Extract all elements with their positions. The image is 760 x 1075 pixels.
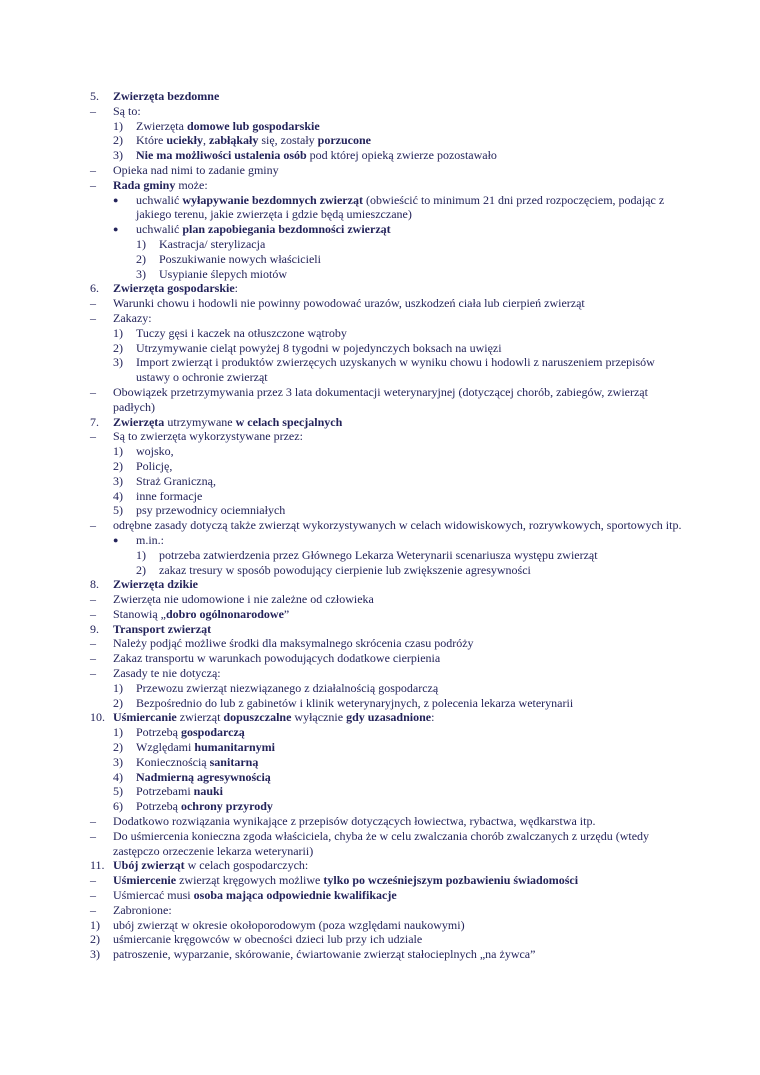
bold-text: Zwierzęta bezdomne (113, 89, 220, 103)
list-item-text (113, 178, 690, 193)
text-run: zakaz tresury w sposób powodujący cierpienie lub zwiększenie agresywności (159, 562, 531, 577)
list-item-text (136, 696, 690, 711)
list-item-text (136, 799, 690, 814)
number-marker: 2) (113, 133, 123, 148)
list-item-text (113, 814, 690, 829)
number-marker: 4) (113, 488, 123, 503)
list-item (90, 784, 690, 799)
bold-text: Zwierzęta gospodarskie (113, 281, 235, 296)
list-item (90, 222, 690, 237)
text-run: wojsko, (136, 444, 174, 459)
text-run: Zwierzęta (136, 118, 187, 133)
number-marker: 1) (90, 917, 100, 932)
list-item-text (136, 341, 690, 356)
list-item-text (113, 651, 690, 666)
text-run: Straż Graniczną, (136, 473, 216, 488)
list-item (90, 311, 690, 326)
text-run: Zakazy: (113, 310, 152, 325)
list-item-text (113, 636, 690, 651)
number-marker: 1) (113, 444, 123, 459)
list-item-text (113, 104, 690, 119)
list-item-text (113, 592, 690, 607)
number-marker: 2) (113, 740, 123, 755)
number-marker: 2) (90, 932, 100, 947)
text-run: zwierząt kręgowych możliwe (176, 873, 324, 888)
number-marker: 3) (113, 473, 123, 488)
dash-marker: – (90, 384, 96, 399)
number-marker: 3) (136, 266, 146, 281)
text-run: Opieka nad nimi to zadanie gminy (113, 162, 279, 177)
bullet-marker: ● (113, 534, 119, 545)
list-item-text (136, 681, 690, 696)
list-item (90, 429, 690, 444)
dash-marker: – (90, 429, 96, 444)
list-item-text (113, 311, 690, 326)
dash-marker: – (90, 162, 96, 177)
number-marker: 8. (90, 577, 99, 592)
bold-text: porzucone (317, 133, 371, 148)
list-item-text (113, 710, 690, 725)
list-item (90, 474, 690, 489)
number-marker: 9. (90, 621, 99, 636)
bold-text: w celach specjalnych (235, 414, 343, 429)
list-item-text (136, 133, 690, 148)
bold-text: tylko po wcześniejszym pozbawieniu świadomości (323, 873, 579, 888)
list-item (90, 296, 690, 311)
text-run: ” (283, 606, 290, 621)
text-run: w celach gospodarczych: (184, 858, 309, 873)
list-item (90, 903, 690, 918)
bold-text: domowe lub gospodarskie (186, 118, 320, 133)
text-run: Zabronione: (113, 902, 172, 917)
list-item (90, 932, 690, 947)
number-marker: 4) (113, 769, 123, 784)
list-item (90, 563, 690, 578)
dash-marker: – (90, 651, 96, 666)
bold-text: gospodarczą (180, 725, 245, 740)
text-run: utrzymywane (164, 414, 236, 429)
section-heading (90, 89, 690, 104)
text-run: może: (175, 177, 208, 192)
text-run: Względami (136, 740, 195, 755)
list-item-text (136, 326, 690, 341)
text-run: inne formacje (136, 488, 203, 503)
bold-text: Uśmiercanie (113, 710, 177, 725)
text-run: Zakaz transportu w warunkach powodujących dodatkowe cierpienia (113, 651, 441, 666)
list-item (90, 770, 690, 785)
bold-text: humanitarnymi (194, 740, 275, 755)
text-run: Do uśmiercenia konieczna zgoda właściciela, chyba że w celu zwalczania chorób zwalczanych z urzędu (wtedy zastępczo orzeczenie lekarza weterynarii) (113, 828, 650, 858)
list-item-text (113, 829, 690, 859)
list-item (90, 148, 690, 163)
list-item-text (159, 267, 690, 282)
text-run: Policję, (136, 458, 173, 473)
list-item-text (113, 888, 690, 903)
dash-marker: – (90, 296, 96, 311)
list-item (90, 755, 690, 770)
bold-text: wyłapywanie bezdomnych zwierząt (182, 192, 363, 207)
text-run: Przewozu zwierząt niezwiązanego z działalnością gospodarczą (136, 680, 439, 695)
list-item (90, 666, 690, 681)
number-marker: 7. (90, 414, 99, 429)
bold-text: gdy uzasadnione (346, 710, 432, 725)
list-item (90, 947, 690, 962)
list-item-text (159, 548, 690, 563)
list-item-text (136, 148, 690, 163)
text-run: : (234, 281, 238, 296)
list-item (90, 326, 690, 341)
number-marker: 3) (113, 148, 123, 163)
list-item-text (136, 119, 690, 134)
dash-marker: – (90, 873, 96, 888)
number-marker: 5. (90, 89, 99, 103)
list-item (90, 459, 690, 474)
list-item-text (113, 873, 690, 888)
text-run: patroszenie, wyparzanie, skórowanie, ćwiartowanie zwierząt stałocieplnych „na żywca” (113, 947, 536, 962)
bullet-marker: ● (113, 194, 119, 205)
text-run: zwierząt (176, 710, 224, 725)
list-item-text (136, 533, 690, 548)
text-run: potrzeba zatwierdzenia przez Głównego Lekarza Weterynarii scenariusza występu zwierząt (159, 547, 598, 562)
list-item (90, 888, 690, 903)
list-item (90, 503, 690, 518)
number-marker: 6. (90, 281, 99, 296)
list-item (90, 355, 690, 385)
text-run: Potrzebą (136, 799, 181, 814)
list-item (90, 607, 690, 622)
text-run: się, zostały (258, 133, 318, 148)
list-item-text (136, 193, 690, 223)
text-run: Które (136, 133, 167, 148)
bold-text: dopuszczalne (223, 710, 292, 725)
list-item (90, 252, 690, 267)
list-item-text (136, 459, 690, 474)
text-run: Dodatkowo rozwiązania wynikające z przepisów dotyczących łowiectwa, rybactwa, wędkarstwa itp. (113, 814, 596, 829)
list-item (90, 133, 690, 148)
bold-text: nauki (193, 784, 224, 799)
text-run: Poszukiwanie nowych właścicieli (159, 251, 321, 266)
bold-text: Transport zwierząt (113, 621, 212, 636)
list-item (90, 178, 690, 193)
list-item-text (113, 947, 690, 962)
list-item-text (113, 858, 690, 873)
list-item-text (113, 666, 690, 681)
dash-marker: – (90, 310, 96, 325)
dash-marker: – (90, 814, 96, 829)
list-item (90, 740, 690, 755)
list-item (90, 385, 690, 415)
list-item-text (136, 503, 690, 518)
list-item (90, 193, 690, 223)
bold-text: Zwierzęta dzikie (113, 577, 198, 592)
list-item-text (136, 355, 690, 385)
list-item (90, 829, 690, 859)
list-item (90, 636, 690, 651)
section-heading (90, 622, 690, 637)
list-item (90, 163, 690, 178)
number-marker: 6) (113, 799, 123, 814)
number-marker: 2) (113, 458, 123, 473)
number-marker: 1) (136, 547, 146, 562)
section-heading (90, 281, 690, 296)
text-run: uchwalić (136, 192, 183, 207)
list-item (90, 104, 690, 119)
bold-text: Nadmierną agresywnością (136, 769, 271, 784)
number-marker: 11. (90, 858, 105, 873)
list-item (90, 444, 690, 459)
bold-text: uciekły (166, 133, 203, 148)
bold-text: Ubój zwierząt (113, 858, 185, 873)
list-item (90, 814, 690, 829)
list-item (90, 341, 690, 356)
list-item-text (113, 577, 690, 592)
text-run: pod której opieką zwierze pozostawało (306, 148, 497, 163)
list-item-text (113, 296, 690, 311)
dash-marker: – (90, 592, 96, 607)
bold-text: osoba mająca odpowiednie kwalifikacje (193, 888, 397, 903)
text-run: Utrzymywanie cieląt powyżej 8 tygodni w pojedynczych boksach na uwięzi (136, 340, 502, 355)
number-marker: 5) (113, 503, 123, 518)
list-item (90, 267, 690, 282)
list-item-text (113, 163, 690, 178)
list-item-text (136, 740, 690, 755)
list-item-text (136, 770, 690, 785)
list-item-text (113, 607, 690, 622)
list-item (90, 799, 690, 814)
list-item-text (136, 444, 690, 459)
text-run: m.in.: (136, 532, 165, 547)
text-run: Uśmiercać musi (113, 888, 194, 903)
list-item-text (113, 518, 690, 533)
number-marker: 3) (113, 355, 123, 370)
list-item (90, 918, 690, 933)
bold-text: Zwierzęta (113, 414, 165, 429)
list-item (90, 681, 690, 696)
section-heading (90, 858, 690, 873)
list-item-text (113, 903, 690, 918)
list-item-text (113, 89, 690, 104)
list-item-text (113, 281, 690, 296)
bold-text: dobro ogólnonarodowe (166, 606, 284, 621)
list-item (90, 119, 690, 134)
list-item-text (113, 932, 690, 947)
text-run: Potrzebami (136, 784, 194, 799)
text-run: uśmiercanie kręgowców w obecności dzieci lub przy ich udziale (113, 932, 423, 947)
number-marker: 3) (90, 947, 100, 962)
dash-marker: – (90, 177, 96, 192)
list-item-text (159, 563, 690, 578)
text-run: , (203, 133, 209, 148)
list-item-text (159, 237, 690, 252)
dash-marker: – (90, 888, 96, 903)
number-marker: 10. (90, 710, 105, 725)
number-marker: 2) (113, 695, 123, 710)
text-run: psy przewodnicy ociemniałych (136, 503, 286, 518)
text-run: Kastracja/ sterylizacja (159, 236, 266, 251)
list-item (90, 651, 690, 666)
number-marker: 3) (113, 754, 123, 769)
list-item-text (113, 918, 690, 933)
list-item-text (136, 725, 690, 740)
list-item (90, 873, 690, 888)
number-marker: 1) (113, 725, 123, 740)
list-item (90, 696, 690, 711)
bullet-marker: ● (113, 224, 119, 235)
text-run: Koniecznością (136, 754, 210, 769)
list-item-text (113, 385, 690, 415)
text-run: Należy podjąć możliwe środki dla maksymalnego skrócenia czasu podróży (113, 636, 474, 651)
text-run: Są to: (113, 103, 141, 118)
list-item-text (136, 784, 690, 799)
text-run: Tuczy gęsi i kaczek na otłuszczone wątroby (136, 325, 347, 340)
dash-marker: – (90, 606, 96, 621)
number-marker: 1) (113, 118, 123, 133)
bold-text: ochrony przyrody (180, 799, 273, 814)
text-run: Usypianie ślepych miotów (159, 266, 287, 281)
list-item (90, 592, 690, 607)
number-marker: 1) (113, 680, 123, 695)
list-item (90, 489, 690, 504)
text-run: (obwieścić to minimum 21 dni przed rozpoczęciem, podając z jakiego terenu, jakie zwierzęta i gdzie będą umieszczane) (136, 192, 665, 222)
list-item-text (136, 474, 690, 489)
text-run: Warunki chowu i hodowli nie powinny powodować urazów, uszkodzeń ciała lub cierpień zwierząt (113, 296, 585, 311)
number-marker: 5) (113, 784, 123, 799)
text-run: uchwalić (136, 222, 183, 237)
list-item (90, 518, 690, 533)
bold-text: Uśmiercenie (113, 873, 177, 888)
list-item-text (136, 222, 690, 237)
bold-text: zabłąkały (209, 133, 259, 148)
list-item-text (136, 755, 690, 770)
list-item-text (113, 429, 690, 444)
dash-marker: – (90, 636, 96, 651)
text-run: Obowiązek przetrzymywania przez 3 lata dokumentacji weterynaryjnej (dotyczącej chorób, zabiegów, zwierząt padłych) (113, 384, 648, 414)
bold-text: Nie ma możliwości ustalenia osób (136, 148, 307, 163)
number-marker: 1) (136, 236, 146, 251)
dash-marker: – (90, 103, 96, 118)
list-item (90, 725, 690, 740)
number-marker: 2) (136, 251, 146, 266)
list-item-text (159, 252, 690, 267)
section-heading (90, 415, 690, 430)
bold-text: sanitarną (209, 754, 259, 769)
text-run: odrębne zasady dotyczą także zwierząt wykorzystywanych w celach widowiskowych, rozrywkowych, sportowych itp. (113, 518, 682, 533)
text-run: Stanowią „ (113, 606, 166, 621)
section-heading (90, 710, 690, 725)
number-marker: 2) (113, 340, 123, 355)
list-item (90, 237, 690, 252)
number-marker: 1) (113, 325, 123, 340)
text-run: Są to zwierzęta wykorzystywane przez: (113, 429, 303, 444)
list-item-text (113, 622, 690, 637)
number-marker: 2) (136, 562, 146, 577)
dash-marker: – (90, 518, 96, 533)
bold-text: Rada gminy (113, 177, 176, 192)
text-run: : (431, 710, 435, 725)
text-run: Zasady te nie dotyczą: (113, 666, 221, 681)
list-item-text (136, 489, 690, 504)
dash-marker: – (90, 902, 96, 917)
dash-marker: – (90, 828, 96, 843)
list-item (90, 548, 690, 563)
text-run: Potrzebą (136, 725, 181, 740)
text-run: ubój zwierząt w okresie okołoporodowym (poza względami naukowymi) (113, 917, 465, 932)
text-run: Zwierzęta nie udomowione i nie zależne od człowieka (113, 592, 374, 607)
bold-text: plan zapobiegania bezdomności zwierząt (182, 222, 391, 237)
dash-marker: – (90, 666, 96, 681)
section-heading (90, 577, 690, 592)
list-item (90, 533, 690, 548)
list-item-text (113, 415, 690, 430)
text-run: Bezpośrednio do lub z gabinetów i klinik weterynaryjnych, z polecenia lekarza weterynarii (136, 695, 574, 710)
text-run: wyłącznie (291, 710, 347, 725)
text-run: Import zwierząt i produktów zwierzęcych uzyskanych w wyniku chowu i hodowli z naruszeniem przepisów ustawy o ochronie zwierząt (136, 355, 655, 385)
